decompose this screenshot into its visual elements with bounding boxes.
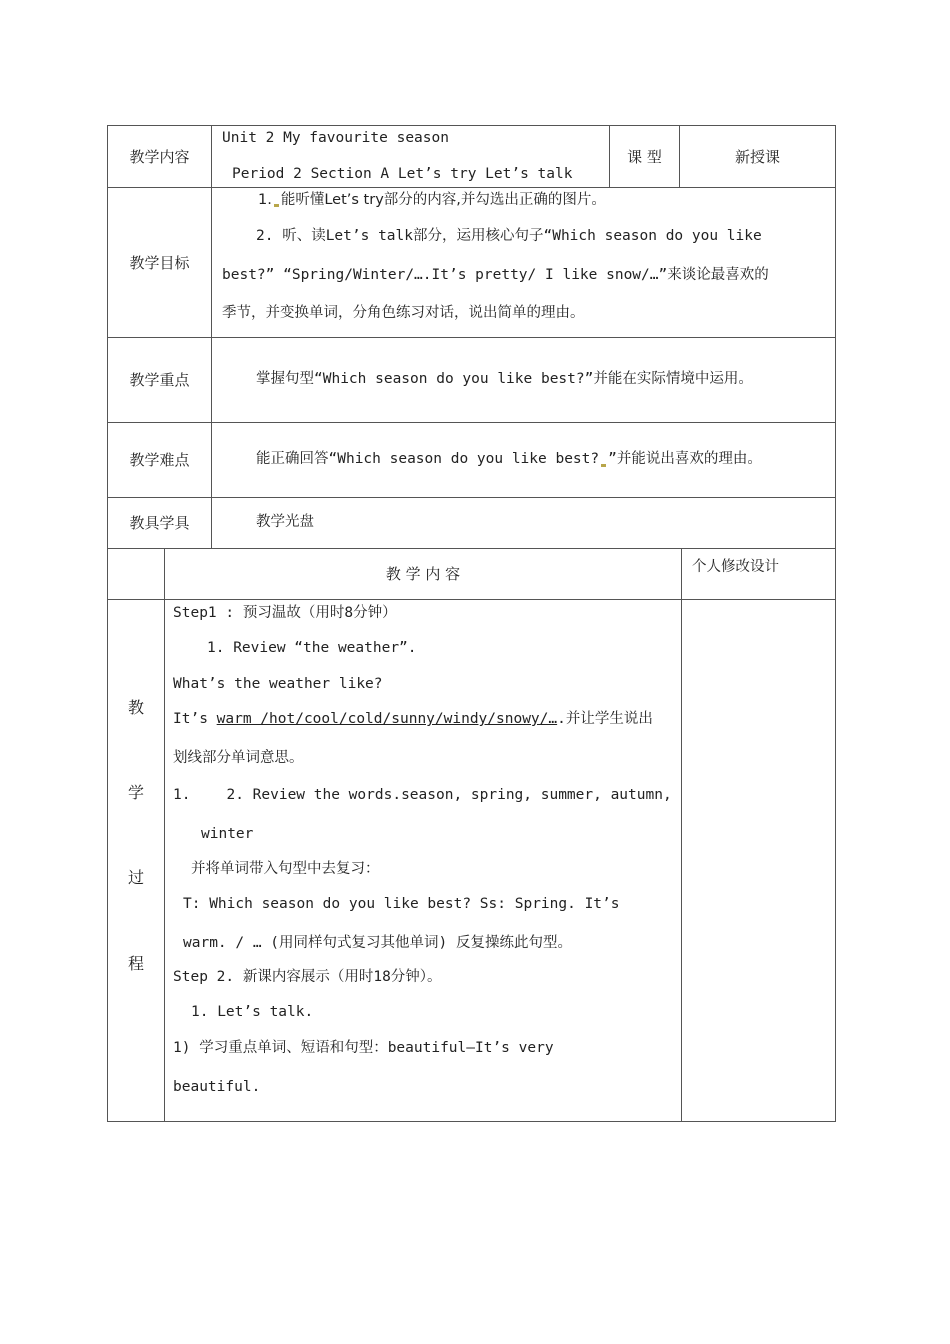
header-teaching-content: 教 学 内 容 — [165, 549, 682, 600]
row-materials — [108, 498, 836, 549]
review-words-cont: winter — [201, 826, 254, 843]
weather-answer: It’s warm /hot/cool/cold/sunny/windy/snowy/….并让学生说出 — [173, 711, 653, 728]
step2-key-words: 1) 学习重点单词、短语和句型：beautiful—It’s very — [173, 1039, 554, 1056]
step2-title: Step 2. 新课内容展示（用时18分钟）。 — [173, 968, 442, 985]
period-title: Period 2 Section A Let’s try Let’s talk — [232, 165, 573, 182]
process-side-label — [108, 600, 165, 1122]
side-char-2: 学 — [127, 783, 144, 803]
process-body-row — [108, 600, 836, 1122]
label-materials: 教具学具 — [108, 498, 212, 549]
step2-key-words-cont: beautiful. — [173, 1079, 261, 1096]
bring-into-pattern: 并将单词带入句型中去复习： — [191, 860, 380, 877]
objectives-cell — [212, 188, 836, 338]
row-objectives — [108, 188, 836, 338]
lesson-type-value: 新授课 — [680, 126, 836, 188]
objective-2-line3: 季节，并变换单词，分角色练习对话，说出简单的理由。 — [222, 305, 585, 322]
process-content-cell — [165, 600, 682, 1122]
objective-1: 1. 能听懂Let’s try部分的内容,并勾选出正确的图片。 — [258, 192, 606, 208]
label-difficulties: 教学难点 — [108, 423, 212, 498]
edit-mark — [274, 204, 279, 207]
row-content — [108, 126, 836, 188]
personal-design-cell — [682, 600, 836, 1122]
process-header-row — [108, 549, 836, 600]
dialogue-line: T: Which season do you like best? Ss: Spring. It’s — [183, 896, 620, 913]
teaching-process-table — [107, 548, 836, 1122]
label-lesson-type: 课 型 — [610, 126, 680, 188]
weather-question: What’s the weather like? — [173, 675, 383, 692]
label-teaching-content: 教学内容 — [108, 126, 212, 188]
objective-2-line1: 2. 听、读Let’s talk部分，运用核心句子“Which season do you like — [256, 228, 762, 245]
row-difficulties — [108, 423, 836, 498]
objective-2-line2: best?” “Spring/Winter/….It’s pretty/ I like snow/…”来谈论最喜欢的 — [222, 266, 769, 283]
unit-title: Unit 2 My favourite season — [222, 130, 449, 147]
key-points-text: 掌握句型“Which season do you like best?”并能在实际情境中运用。 — [212, 338, 836, 423]
edit-mark — [601, 464, 606, 467]
step1-title: Step1 : 预习温故（用时8分钟） — [173, 605, 397, 621]
side-char-1: 教 — [127, 698, 144, 717]
lesson-info-table — [107, 125, 836, 549]
weather-answer-cont: 划线部分单词意思。 — [173, 749, 304, 766]
materials-text: 教学光盘 — [212, 498, 836, 549]
row-key-points — [108, 338, 836, 423]
label-objectives: 教学目标 — [108, 188, 212, 338]
header-personal-design: 个人修改设计 — [682, 549, 836, 600]
step1-review-weather: 1. Review “the weather”. — [207, 640, 417, 657]
difficulties-cell: 能正确回答“Which season do you like best? ”并能说出喜欢的理由。 — [212, 423, 836, 498]
review-words: 1. 2. Review the words.season, spring, summer, autumn, — [173, 786, 672, 803]
header-empty-cell — [108, 549, 165, 600]
side-char-3: 过 — [127, 868, 144, 888]
unit-title-cell — [212, 126, 610, 188]
side-char-4: 程 — [127, 953, 144, 973]
dialogue-line-cont: warm. / … (用同样句式复习其他单词) 反复操练此句型。 — [183, 934, 572, 951]
label-key-points: 教学重点 — [108, 338, 212, 423]
step2-lets-talk: 1. Let’s talk. — [191, 1004, 314, 1021]
